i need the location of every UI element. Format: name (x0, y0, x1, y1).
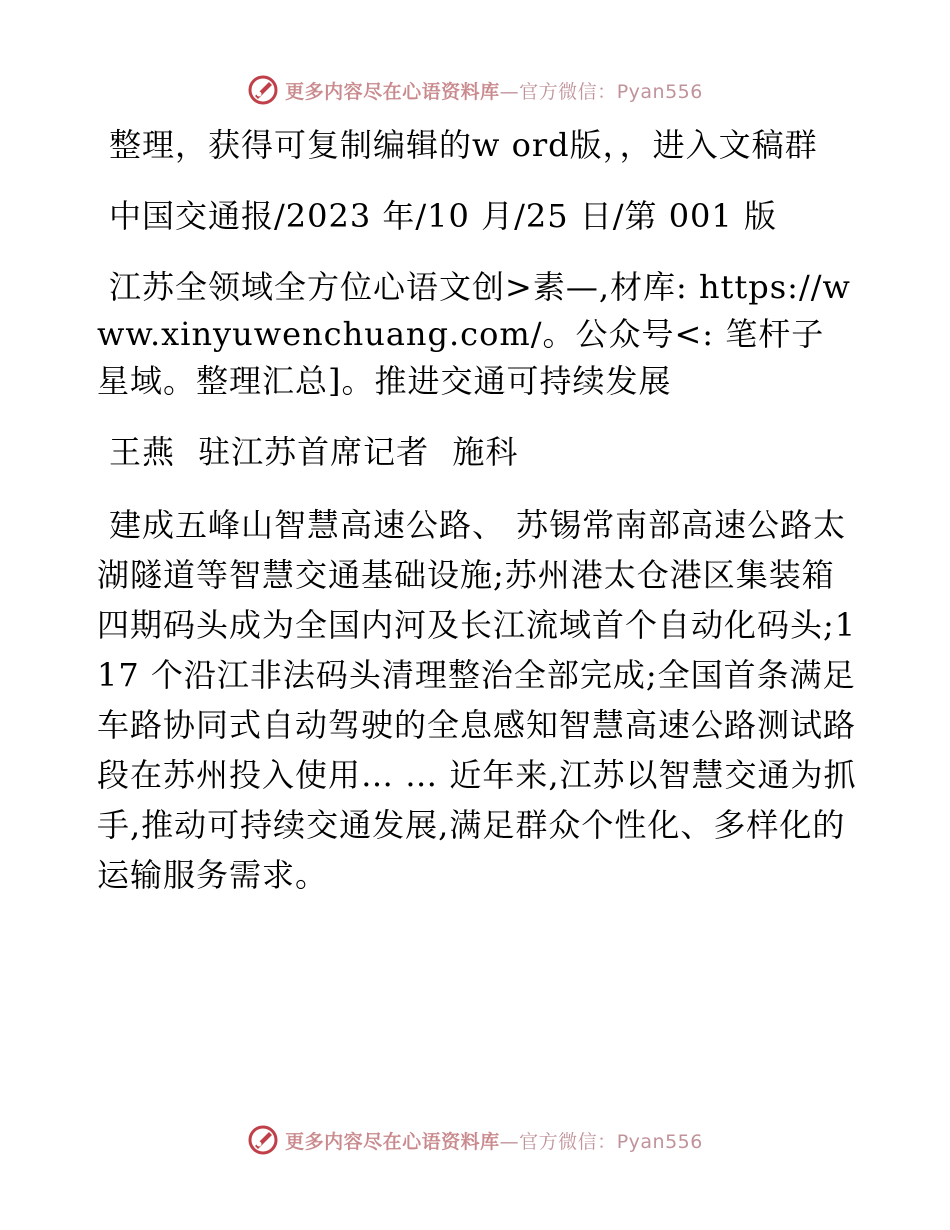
footer-watermark (0, 1120, 950, 1160)
watermark-dash: — (499, 1130, 520, 1153)
document-content (97, 122, 857, 900)
brand-logo-icon (247, 74, 279, 106)
promo-paragraph: 江苏全领域全方位心语文创>素—,材库: https://www.xinyuwenchuang.com/。公众号<: 笔杆子星域。整理汇总]。推进交通可持续发展 (97, 268, 851, 400)
header-watermark (0, 70, 950, 110)
watermark-sub: 官方微信： (519, 1130, 617, 1153)
watermark-account: Pyan556 (616, 1130, 703, 1153)
watermark-text (285, 77, 703, 104)
watermark-text (285, 1127, 703, 1154)
watermark-account: Pyan556 (616, 80, 703, 103)
source-line: 中国交通报/2023 年/10 月/25 日/第 001 版 (109, 197, 777, 235)
watermark-sub: 官方微信： (519, 80, 617, 103)
brand-logo-icon (247, 1124, 279, 1156)
byline: 王燕 驻江苏首席记者 施科 (109, 433, 519, 471)
watermark-main: 更多内容尽在心语资料库 (285, 1130, 500, 1153)
intro-line: 整理，获得可复制编辑的w ord版，，进入文稿群 (109, 126, 818, 164)
watermark-dash: — (499, 80, 520, 103)
watermark-main: 更多内容尽在心语资料库 (285, 80, 500, 103)
body-paragraph: 建成五峰山智慧高速公路、 苏锡常南部高速公路太湖隧道等智慧交通基础设施;苏州港太仓港区集装箱四期码头成为全国内河及长江流域首个自动化码头;117 个沿江非法码头清理整治全部完成;全国首条满足车路协同式自动驾驶的全息感知智慧高速公路测试路段在苏州投入使用… … 近年来,江苏以智慧交通为抓手,推动可持续交通发展,满足群众个性化、多样化的运输服务需求。 (97, 506, 857, 894)
